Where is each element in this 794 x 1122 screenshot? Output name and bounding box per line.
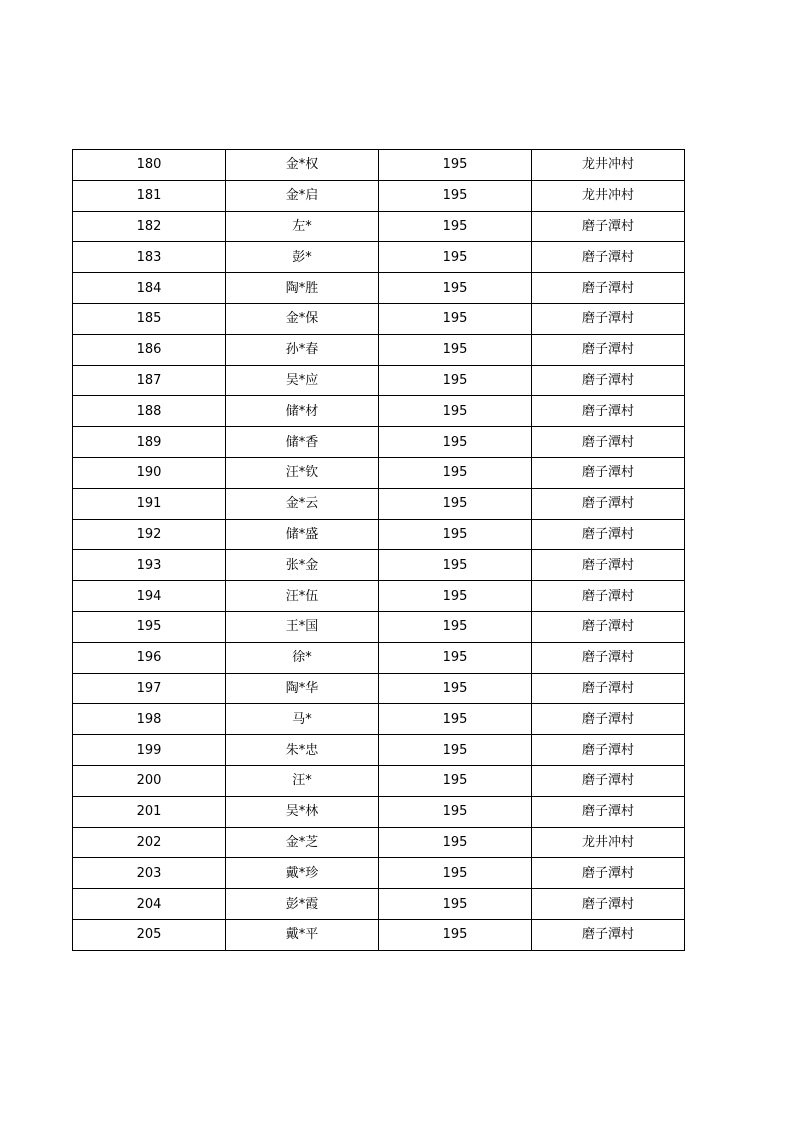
table-row: [73, 396, 685, 427]
cell-number: 190: [73, 457, 226, 488]
cell-name: 左*: [226, 211, 379, 242]
cell-name: 金*云: [226, 488, 379, 519]
cell-number: 186: [73, 334, 226, 365]
cell-amount: 195: [379, 704, 532, 735]
cell-amount: 195: [379, 581, 532, 612]
cell-name: 彭*: [226, 242, 379, 273]
cell-amount: 195: [379, 519, 532, 550]
table-row: [73, 303, 685, 334]
cell-name: 陶*华: [226, 673, 379, 704]
cell-name: 吴*林: [226, 796, 379, 827]
cell-name: 汪*钦: [226, 457, 379, 488]
cell-amount: 195: [379, 673, 532, 704]
cell-name: 陶*胜: [226, 273, 379, 304]
cell-amount: 195: [379, 765, 532, 796]
cell-name: 戴*珍: [226, 858, 379, 889]
table-row: [73, 581, 685, 612]
table-row: [73, 704, 685, 735]
cell-amount: 195: [379, 827, 532, 858]
cell-village: 龙井冲村: [532, 150, 685, 181]
cell-name: 储*香: [226, 427, 379, 458]
table-row: [73, 796, 685, 827]
cell-number: 205: [73, 919, 226, 950]
cell-number: 183: [73, 242, 226, 273]
cell-name: 吴*应: [226, 365, 379, 396]
table-row: [73, 765, 685, 796]
cell-amount: 195: [379, 396, 532, 427]
cell-village: 磨子潭村: [532, 919, 685, 950]
cell-amount: 195: [379, 735, 532, 766]
cell-name: 戴*平: [226, 919, 379, 950]
table-row: [73, 488, 685, 519]
cell-amount: 195: [379, 334, 532, 365]
table-row: [73, 427, 685, 458]
table-row: [73, 457, 685, 488]
table-row: [73, 242, 685, 273]
cell-amount: 195: [379, 919, 532, 950]
cell-number: 181: [73, 180, 226, 211]
cell-number: 189: [73, 427, 226, 458]
cell-number: 188: [73, 396, 226, 427]
cell-amount: 195: [379, 211, 532, 242]
cell-village: 磨子潭村: [532, 488, 685, 519]
cell-name: 汪*伍: [226, 581, 379, 612]
cell-village: 磨子潭村: [532, 211, 685, 242]
cell-number: 194: [73, 581, 226, 612]
cell-amount: 195: [379, 889, 532, 920]
roster-table: [72, 149, 685, 951]
cell-number: 192: [73, 519, 226, 550]
cell-village: 磨子潭村: [532, 457, 685, 488]
cell-village: 磨子潭村: [532, 334, 685, 365]
cell-number: 196: [73, 642, 226, 673]
cell-village: 磨子潭村: [532, 642, 685, 673]
cell-village: 磨子潭村: [532, 519, 685, 550]
cell-number: 180: [73, 150, 226, 181]
cell-amount: 195: [379, 273, 532, 304]
cell-amount: 195: [379, 427, 532, 458]
table-row: [73, 365, 685, 396]
cell-name: 彭*霞: [226, 889, 379, 920]
cell-name: 徐*: [226, 642, 379, 673]
cell-number: 204: [73, 889, 226, 920]
roster-table-body: [73, 150, 685, 951]
cell-village: 龙井冲村: [532, 827, 685, 858]
cell-amount: 195: [379, 550, 532, 581]
cell-amount: 195: [379, 303, 532, 334]
cell-village: 磨子潭村: [532, 735, 685, 766]
cell-village: 磨子潭村: [532, 765, 685, 796]
cell-village: 磨子潭村: [532, 242, 685, 273]
cell-number: 182: [73, 211, 226, 242]
cell-number: 199: [73, 735, 226, 766]
cell-village: 磨子潭村: [532, 611, 685, 642]
table-row: [73, 673, 685, 704]
cell-number: 184: [73, 273, 226, 304]
cell-village: 磨子潭村: [532, 796, 685, 827]
cell-name: 储*材: [226, 396, 379, 427]
cell-village: 龙井冲村: [532, 180, 685, 211]
table-row: [73, 611, 685, 642]
cell-amount: 195: [379, 796, 532, 827]
cell-number: 193: [73, 550, 226, 581]
cell-village: 磨子潭村: [532, 427, 685, 458]
cell-amount: 195: [379, 150, 532, 181]
cell-name: 金*启: [226, 180, 379, 211]
table-row: [73, 519, 685, 550]
cell-amount: 195: [379, 858, 532, 889]
cell-amount: 195: [379, 611, 532, 642]
cell-amount: 195: [379, 242, 532, 273]
table-row: [73, 919, 685, 950]
cell-number: 202: [73, 827, 226, 858]
cell-number: 203: [73, 858, 226, 889]
cell-amount: 195: [379, 457, 532, 488]
cell-number: 195: [73, 611, 226, 642]
cell-name: 金*芝: [226, 827, 379, 858]
cell-name: 金*保: [226, 303, 379, 334]
cell-village: 磨子潭村: [532, 273, 685, 304]
cell-village: 磨子潭村: [532, 581, 685, 612]
table-row: [73, 889, 685, 920]
cell-village: 磨子潭村: [532, 396, 685, 427]
table-row: [73, 150, 685, 181]
cell-village: 磨子潭村: [532, 704, 685, 735]
cell-name: 张*金: [226, 550, 379, 581]
cell-number: 197: [73, 673, 226, 704]
cell-amount: 195: [379, 488, 532, 519]
table-row: [73, 180, 685, 211]
cell-number: 191: [73, 488, 226, 519]
cell-village: 磨子潭村: [532, 303, 685, 334]
cell-name: 王*国: [226, 611, 379, 642]
table-row: [73, 858, 685, 889]
cell-village: 磨子潭村: [532, 365, 685, 396]
cell-name: 金*权: [226, 150, 379, 181]
cell-number: 185: [73, 303, 226, 334]
cell-amount: 195: [379, 365, 532, 396]
cell-village: 磨子潭村: [532, 550, 685, 581]
cell-number: 187: [73, 365, 226, 396]
cell-name: 汪*: [226, 765, 379, 796]
cell-village: 磨子潭村: [532, 889, 685, 920]
cell-village: 磨子潭村: [532, 858, 685, 889]
cell-name: 孙*春: [226, 334, 379, 365]
cell-number: 198: [73, 704, 226, 735]
cell-name: 储*盛: [226, 519, 379, 550]
table-row: [73, 334, 685, 365]
cell-number: 201: [73, 796, 226, 827]
table-row: [73, 550, 685, 581]
cell-amount: 195: [379, 180, 532, 211]
table-row: [73, 642, 685, 673]
cell-name: 朱*忠: [226, 735, 379, 766]
cell-name: 马*: [226, 704, 379, 735]
table-row: [73, 735, 685, 766]
cell-village: 磨子潭村: [532, 673, 685, 704]
table-row: [73, 827, 685, 858]
cell-amount: 195: [379, 642, 532, 673]
cell-number: 200: [73, 765, 226, 796]
table-row: [73, 211, 685, 242]
table-row: [73, 273, 685, 304]
